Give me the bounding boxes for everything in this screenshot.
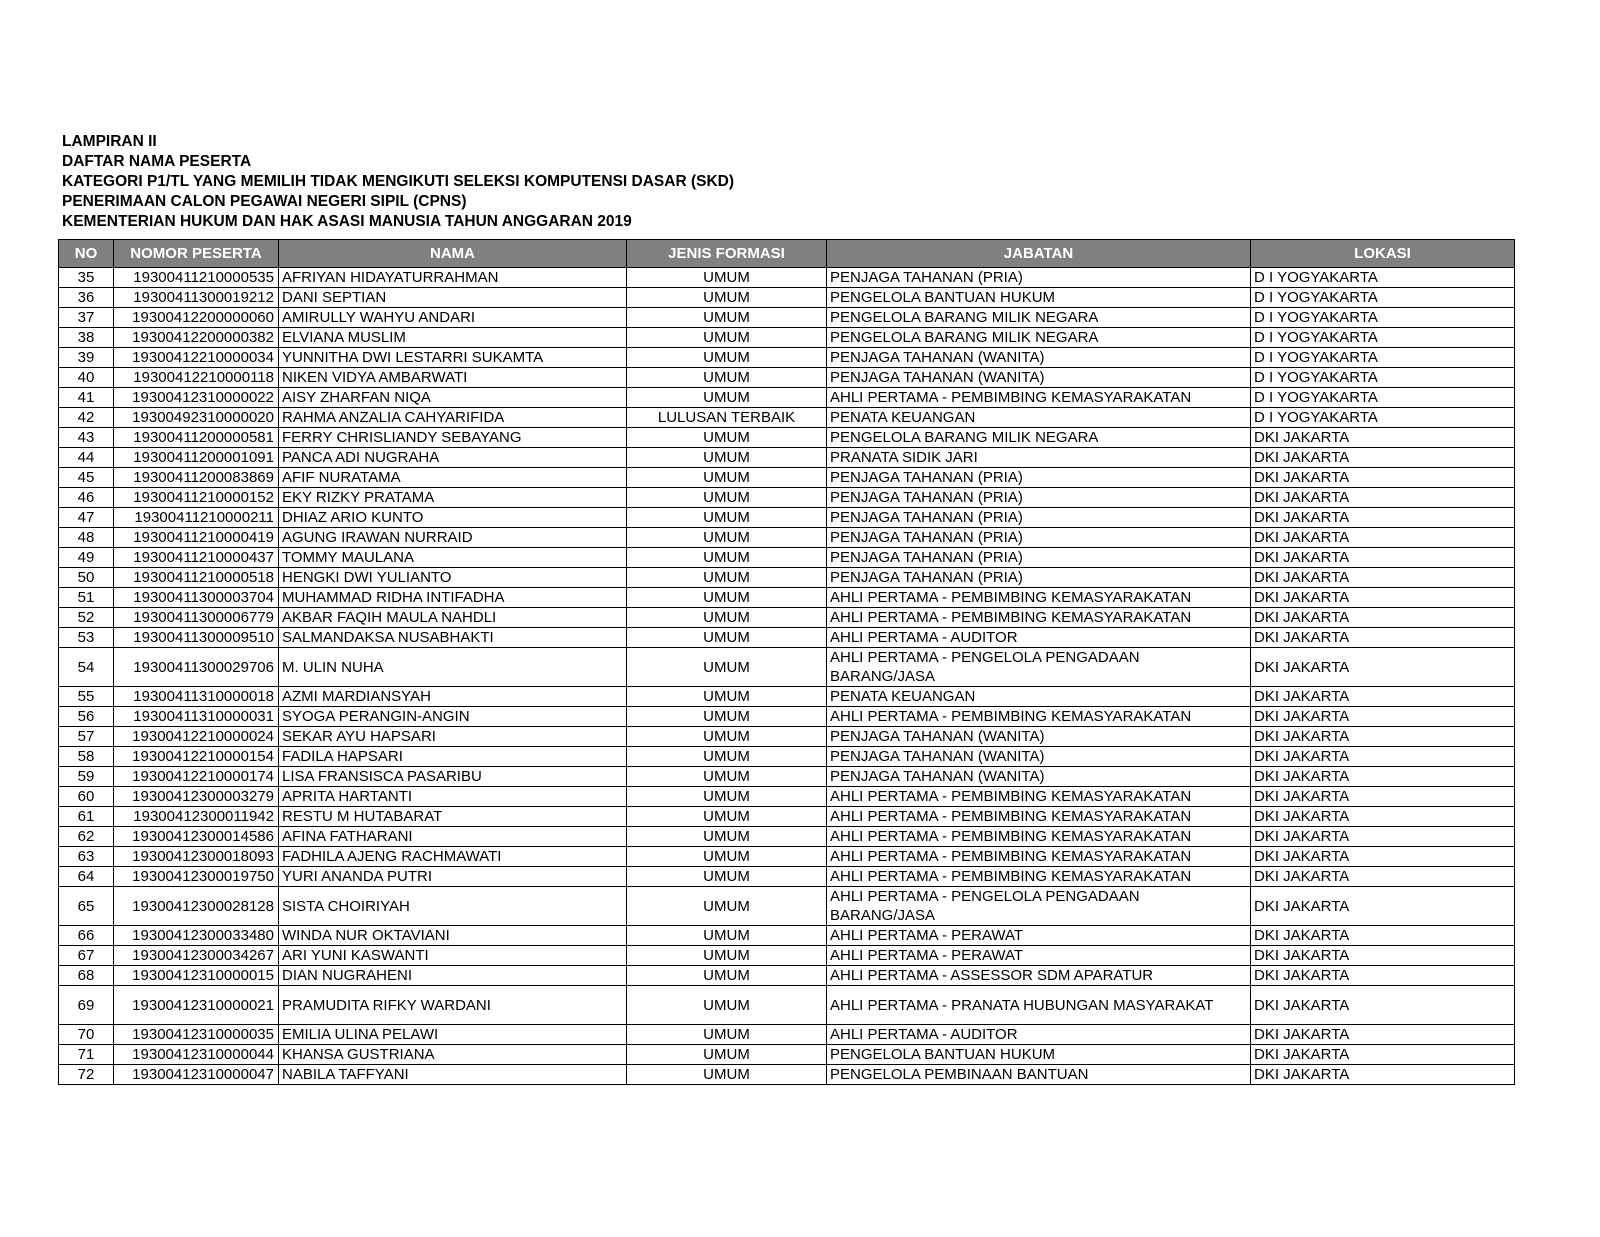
cell-nama: APRITA HARTANTI	[279, 787, 627, 807]
cell-nomor-peserta: 19300411210000211	[114, 508, 279, 528]
cell-jenis-formasi: UMUM	[627, 548, 827, 568]
cell-no: 38	[59, 328, 114, 348]
cell-nama: FADHILA AJENG RACHMAWATI	[279, 847, 627, 867]
cell-no: 40	[59, 368, 114, 388]
cell-no: 59	[59, 767, 114, 787]
cell-nomor-peserta: 19300412200000060	[114, 308, 279, 328]
cell-jabatan: PENGELOLA PEMBINAAN BANTUAN	[827, 1065, 1251, 1085]
cell-jenis-formasi: UMUM	[627, 966, 827, 986]
cell-no: 39	[59, 348, 114, 368]
cell-jabatan: PENJAGA TAHANAN (WANITA)	[827, 767, 1251, 787]
table-row	[59, 528, 1515, 548]
cell-no: 57	[59, 727, 114, 747]
cell-no: 72	[59, 1065, 114, 1085]
cell-nomor-peserta: 19300411310000018	[114, 687, 279, 707]
cell-nama: SALMANDAKSA NUSABHAKTI	[279, 628, 627, 648]
cell-no: 55	[59, 687, 114, 707]
cell-jenis-formasi: UMUM	[627, 887, 827, 926]
cell-lokasi: DKI JAKARTA	[1251, 867, 1515, 887]
table-row	[59, 986, 1515, 1025]
table-row	[59, 368, 1515, 388]
cell-jenis-formasi: UMUM	[627, 1065, 827, 1085]
cell-nomor-peserta: 19300411210000518	[114, 568, 279, 588]
cell-nama: FADILA HAPSARI	[279, 747, 627, 767]
cell-lokasi: DKI JAKARTA	[1251, 807, 1515, 827]
table-row	[59, 727, 1515, 747]
cell-nomor-peserta: 19300412310000021	[114, 986, 279, 1025]
table-row	[59, 1065, 1515, 1085]
cell-jabatan: AHLI PERTAMA - PEMBIMBING KEMASYARAKATAN	[827, 608, 1251, 628]
cell-no: 70	[59, 1025, 114, 1045]
table-row	[59, 408, 1515, 428]
table-row	[59, 608, 1515, 628]
cell-nama: EKY RIZKY PRATAMA	[279, 488, 627, 508]
cell-nomor-peserta: 19300492310000020	[114, 408, 279, 428]
table-header-row	[59, 240, 1515, 268]
cell-jenis-formasi: UMUM	[627, 687, 827, 707]
cell-jenis-formasi: UMUM	[627, 468, 827, 488]
cell-jenis-formasi: UMUM	[627, 707, 827, 727]
cell-lokasi: DKI JAKARTA	[1251, 628, 1515, 648]
cell-jabatan: PENGELOLA BARANG MILIK NEGARA	[827, 428, 1251, 448]
column-header-nama: NAMA	[279, 240, 627, 268]
cell-lokasi: D I YOGYAKARTA	[1251, 308, 1515, 328]
cell-lokasi: DKI JAKARTA	[1251, 687, 1515, 707]
heading-line-5: KEMENTERIAN HUKUM DAN HAK ASASI MANUSIA TAHUN ANGGARAN 2019	[62, 213, 632, 230]
cell-nama: YUNNITHA DWI LESTARRI SUKAMTA	[279, 348, 627, 368]
cell-jenis-formasi: UMUM	[627, 926, 827, 946]
cell-jabatan: PENGELOLA BARANG MILIK NEGARA	[827, 328, 1251, 348]
cell-jabatan: PENGELOLA BARANG MILIK NEGARA	[827, 308, 1251, 328]
cell-nama: AZMI MARDIANSYAH	[279, 687, 627, 707]
cell-nama: MUHAMMAD RIDHA INTIFADHA	[279, 588, 627, 608]
cell-no: 50	[59, 568, 114, 588]
cell-nomor-peserta: 19300411300003704	[114, 588, 279, 608]
cell-lokasi: DKI JAKARTA	[1251, 887, 1515, 926]
cell-lokasi: DKI JAKARTA	[1251, 508, 1515, 528]
cell-nama: DANI SEPTIAN	[279, 288, 627, 308]
document-heading	[62, 132, 734, 232]
table-row	[59, 488, 1515, 508]
cell-nama: LISA FRANSISCA PASARIBU	[279, 767, 627, 787]
cell-jenis-formasi: UMUM	[627, 388, 827, 408]
table-row	[59, 747, 1515, 767]
table-row	[59, 946, 1515, 966]
cell-no: 41	[59, 388, 114, 408]
table-row	[59, 827, 1515, 847]
cell-jabatan: PENJAGA TAHANAN (PRIA)	[827, 508, 1251, 528]
cell-jenis-formasi: UMUM	[627, 608, 827, 628]
cell-jenis-formasi: UMUM	[627, 847, 827, 867]
cell-nama: DHIAZ ARIO KUNTO	[279, 508, 627, 528]
table-row	[59, 648, 1515, 687]
cell-nama: ELVIANA MUSLIM	[279, 328, 627, 348]
cell-nomor-peserta: 19300411200001091	[114, 448, 279, 468]
cell-no: 56	[59, 707, 114, 727]
cell-jenis-formasi: UMUM	[627, 348, 827, 368]
cell-jabatan: PENJAGA TAHANAN (PRIA)	[827, 548, 1251, 568]
cell-jabatan: PENATA KEUANGAN	[827, 687, 1251, 707]
table-body	[59, 268, 1515, 1085]
cell-jabatan: AHLI PERTAMA - AUDITOR	[827, 628, 1251, 648]
cell-nama: KHANSA GUSTRIANA	[279, 1045, 627, 1065]
cell-jenis-formasi: UMUM	[627, 946, 827, 966]
cell-no: 68	[59, 966, 114, 986]
cell-lokasi: DKI JAKARTA	[1251, 1025, 1515, 1045]
cell-jabatan: AHLI PERTAMA - PEMBIMBING KEMASYARAKATAN	[827, 867, 1251, 887]
cell-nomor-peserta: 19300412310000047	[114, 1065, 279, 1085]
cell-lokasi: DKI JAKARTA	[1251, 588, 1515, 608]
cell-lokasi: DKI JAKARTA	[1251, 926, 1515, 946]
cell-no: 52	[59, 608, 114, 628]
cell-lokasi: DKI JAKARTA	[1251, 1065, 1515, 1085]
cell-no: 64	[59, 867, 114, 887]
cell-nomor-peserta: 19300411200000581	[114, 428, 279, 448]
cell-jabatan: PENATA KEUANGAN	[827, 408, 1251, 428]
cell-jenis-formasi: UMUM	[627, 268, 827, 288]
cell-no: 58	[59, 747, 114, 767]
cell-jenis-formasi: UMUM	[627, 827, 827, 847]
cell-no: 67	[59, 946, 114, 966]
table-row	[59, 588, 1515, 608]
table-row	[59, 687, 1515, 707]
column-header-nomor-peserta: NOMOR PESERTA	[114, 240, 279, 268]
cell-lokasi: DKI JAKARTA	[1251, 488, 1515, 508]
cell-lokasi: D I YOGYAKARTA	[1251, 348, 1515, 368]
cell-no: 37	[59, 308, 114, 328]
cell-no: 48	[59, 528, 114, 548]
cell-jabatan: PENJAGA TAHANAN (WANITA)	[827, 368, 1251, 388]
column-header-jabatan: JABATAN	[827, 240, 1251, 268]
cell-jabatan: AHLI PERTAMA - ASSESSOR SDM APARATUR	[827, 966, 1251, 986]
cell-nomor-peserta: 19300411300029706	[114, 648, 279, 687]
table-row	[59, 328, 1515, 348]
cell-jabatan: AHLI PERTAMA - PRANATA HUBUNGAN MASYARAKAT	[827, 986, 1251, 1025]
cell-jenis-formasi: UMUM	[627, 747, 827, 767]
cell-lokasi: DKI JAKARTA	[1251, 648, 1515, 687]
table-row	[59, 428, 1515, 448]
cell-nomor-peserta: 19300412310000022	[114, 388, 279, 408]
cell-nomor-peserta: 19300412300019750	[114, 867, 279, 887]
cell-nama: ARI YUNI KASWANTI	[279, 946, 627, 966]
cell-jenis-formasi: LULUSAN TERBAIK	[627, 408, 827, 428]
heading-line-2: DAFTAR NAMA PESERTA	[62, 153, 252, 170]
cell-no: 43	[59, 428, 114, 448]
cell-no: 62	[59, 827, 114, 847]
table-row	[59, 268, 1515, 288]
cell-no: 54	[59, 648, 114, 687]
cell-jabatan: AHLI PERTAMA - PEMBIMBING KEMASYARAKATAN	[827, 807, 1251, 827]
cell-no: 51	[59, 588, 114, 608]
cell-no: 63	[59, 847, 114, 867]
cell-jenis-formasi: UMUM	[627, 308, 827, 328]
cell-no: 66	[59, 926, 114, 946]
table-row	[59, 448, 1515, 468]
table-row	[59, 1045, 1515, 1065]
cell-lokasi: DKI JAKARTA	[1251, 548, 1515, 568]
cell-nama: AMIRULLY WAHYU ANDARI	[279, 308, 627, 328]
cell-jenis-formasi: UMUM	[627, 787, 827, 807]
cell-jabatan: PENJAGA TAHANAN (WANITA)	[827, 727, 1251, 747]
table-row	[59, 887, 1515, 926]
cell-nomor-peserta: 19300412300003279	[114, 787, 279, 807]
cell-jabatan: AHLI PERTAMA - PENGELOLA PENGADAAN BARANG/JASA	[827, 648, 1251, 687]
cell-no: 45	[59, 468, 114, 488]
cell-jabatan: PENJAGA TAHANAN (PRIA)	[827, 528, 1251, 548]
cell-jenis-formasi: UMUM	[627, 288, 827, 308]
cell-nama: EMILIA ULINA PELAWI	[279, 1025, 627, 1045]
cell-jabatan: PENJAGA TAHANAN (PRIA)	[827, 468, 1251, 488]
cell-jenis-formasi: UMUM	[627, 508, 827, 528]
cell-jenis-formasi: UMUM	[627, 867, 827, 887]
cell-lokasi: DKI JAKARTA	[1251, 747, 1515, 767]
cell-no: 71	[59, 1045, 114, 1065]
cell-nama: TOMMY MAULANA	[279, 548, 627, 568]
cell-nomor-peserta: 19300412210000154	[114, 747, 279, 767]
table-row	[59, 966, 1515, 986]
cell-jenis-formasi: UMUM	[627, 448, 827, 468]
cell-jenis-formasi: UMUM	[627, 488, 827, 508]
cell-jenis-formasi: UMUM	[627, 1045, 827, 1065]
cell-nama: PRAMUDITA RIFKY WARDANI	[279, 986, 627, 1025]
table-row	[59, 926, 1515, 946]
heading-line-4: PENERIMAAN CALON PEGAWAI NEGERI SIPIL (CPNS)	[62, 193, 467, 210]
cell-nomor-peserta: 19300412200000382	[114, 328, 279, 348]
cell-nama: WINDA NUR OKTAVIANI	[279, 926, 627, 946]
cell-lokasi: DKI JAKARTA	[1251, 946, 1515, 966]
table-row	[59, 548, 1515, 568]
table-row	[59, 468, 1515, 488]
cell-lokasi: DKI JAKARTA	[1251, 707, 1515, 727]
cell-jabatan: PENJAGA TAHANAN (WANITA)	[827, 747, 1251, 767]
cell-lokasi: D I YOGYAKARTA	[1251, 408, 1515, 428]
cell-jabatan: AHLI PERTAMA - PEMBIMBING KEMASYARAKATAN	[827, 388, 1251, 408]
cell-lokasi: DKI JAKARTA	[1251, 727, 1515, 747]
cell-jabatan: AHLI PERTAMA - PERAWAT	[827, 926, 1251, 946]
cell-nomor-peserta: 19300412300034267	[114, 946, 279, 966]
cell-lokasi: DKI JAKARTA	[1251, 608, 1515, 628]
cell-nomor-peserta: 19300412210000174	[114, 767, 279, 787]
cell-lokasi: DKI JAKARTA	[1251, 528, 1515, 548]
cell-nomor-peserta: 19300412310000044	[114, 1045, 279, 1065]
cell-jenis-formasi: UMUM	[627, 986, 827, 1025]
heading-line-1: LAMPIRAN II	[62, 133, 157, 150]
table-row	[59, 707, 1515, 727]
cell-no: 47	[59, 508, 114, 528]
cell-nomor-peserta: 19300411300019212	[114, 288, 279, 308]
cell-no: 53	[59, 628, 114, 648]
cell-jenis-formasi: UMUM	[627, 807, 827, 827]
cell-nama: DIAN NUGRAHENI	[279, 966, 627, 986]
cell-jabatan: AHLI PERTAMA - PEMBIMBING KEMASYARAKATAN	[827, 827, 1251, 847]
column-header-jenis-formasi: JENIS FORMASI	[627, 240, 827, 268]
cell-nama: YURI ANANDA PUTRI	[279, 867, 627, 887]
cell-lokasi: D I YOGYAKARTA	[1251, 268, 1515, 288]
cell-nama: NIKEN VIDYA AMBARWATI	[279, 368, 627, 388]
table-row	[59, 867, 1515, 887]
cell-lokasi: DKI JAKARTA	[1251, 468, 1515, 488]
cell-nama: PANCA ADI NUGRAHA	[279, 448, 627, 468]
cell-lokasi: D I YOGYAKARTA	[1251, 388, 1515, 408]
cell-jabatan: AHLI PERTAMA - PEMBIMBING KEMASYARAKATAN	[827, 707, 1251, 727]
column-header-lokasi: LOKASI	[1251, 240, 1515, 268]
cell-nomor-peserta: 19300411210000535	[114, 268, 279, 288]
cell-nama: RESTU M HUTABARAT	[279, 807, 627, 827]
column-header-no: NO	[59, 240, 114, 268]
cell-lokasi: D I YOGYAKARTA	[1251, 288, 1515, 308]
cell-jenis-formasi: UMUM	[627, 767, 827, 787]
cell-jenis-formasi: UMUM	[627, 428, 827, 448]
cell-jenis-formasi: UMUM	[627, 588, 827, 608]
table-row	[59, 348, 1515, 368]
cell-nama: AKBAR FAQIH MAULA NAHDLI	[279, 608, 627, 628]
cell-jabatan: AHLI PERTAMA - AUDITOR	[827, 1025, 1251, 1045]
cell-nomor-peserta: 19300411210000437	[114, 548, 279, 568]
cell-nama: SISTA CHOIRIYAH	[279, 887, 627, 926]
cell-lokasi: DKI JAKARTA	[1251, 966, 1515, 986]
cell-nomor-peserta: 19300412300018093	[114, 847, 279, 867]
cell-no: 35	[59, 268, 114, 288]
cell-nomor-peserta: 19300412310000015	[114, 966, 279, 986]
cell-jenis-formasi: UMUM	[627, 568, 827, 588]
cell-no: 65	[59, 887, 114, 926]
table-row	[59, 288, 1515, 308]
cell-nomor-peserta: 19300411200083869	[114, 468, 279, 488]
table-row	[59, 568, 1515, 588]
cell-jabatan: PENJAGA TAHANAN (WANITA)	[827, 348, 1251, 368]
cell-jabatan: PENGELOLA BANTUAN HUKUM	[827, 288, 1251, 308]
cell-lokasi: DKI JAKARTA	[1251, 767, 1515, 787]
cell-lokasi: DKI JAKARTA	[1251, 428, 1515, 448]
cell-jabatan: PENJAGA TAHANAN (PRIA)	[827, 488, 1251, 508]
cell-jenis-formasi: UMUM	[627, 648, 827, 687]
table-row	[59, 388, 1515, 408]
heading-line-3: KATEGORI P1/TL YANG MEMILIH TIDAK MENGIKUTI SELEKSI KOMPUTENSI DASAR (SKD)	[62, 173, 734, 190]
table-row	[59, 767, 1515, 787]
cell-jenis-formasi: UMUM	[627, 628, 827, 648]
cell-nama: SYOGA PERANGIN-ANGIN	[279, 707, 627, 727]
cell-no: 60	[59, 787, 114, 807]
cell-jabatan: AHLI PERTAMA - PEMBIMBING KEMASYARAKATAN	[827, 588, 1251, 608]
cell-lokasi: DKI JAKARTA	[1251, 986, 1515, 1025]
cell-nomor-peserta: 19300412300033480	[114, 926, 279, 946]
cell-jabatan: AHLI PERTAMA - PEMBIMBING KEMASYARAKATAN	[827, 787, 1251, 807]
cell-nama: RAHMA ANZALIA CAHYARIFIDA	[279, 408, 627, 428]
participant-table	[58, 239, 1515, 1085]
table-row	[59, 628, 1515, 648]
cell-lokasi: DKI JAKARTA	[1251, 448, 1515, 468]
cell-nomor-peserta: 19300411300006779	[114, 608, 279, 628]
cell-nama: AISY ZHARFAN NIQA	[279, 388, 627, 408]
cell-jabatan: PENJAGA TAHANAN (PRIA)	[827, 568, 1251, 588]
cell-nomor-peserta: 19300411310000031	[114, 707, 279, 727]
cell-nama: AGUNG IRAWAN NURRAID	[279, 528, 627, 548]
cell-nama: AFINA FATHARANI	[279, 827, 627, 847]
cell-no: 69	[59, 986, 114, 1025]
cell-nomor-peserta: 19300412310000035	[114, 1025, 279, 1045]
cell-lokasi: DKI JAKARTA	[1251, 847, 1515, 867]
cell-nomor-peserta: 19300412210000024	[114, 727, 279, 747]
cell-jenis-formasi: UMUM	[627, 1025, 827, 1045]
cell-lokasi: DKI JAKARTA	[1251, 1045, 1515, 1065]
cell-jabatan: AHLI PERTAMA - PENGELOLA PENGADAAN BARANG/JASA	[827, 887, 1251, 926]
cell-nama: NABILA TAFFYANI	[279, 1065, 627, 1085]
cell-jenis-formasi: UMUM	[627, 727, 827, 747]
table-row	[59, 508, 1515, 528]
cell-lokasi: DKI JAKARTA	[1251, 568, 1515, 588]
cell-lokasi: DKI JAKARTA	[1251, 787, 1515, 807]
table-row	[59, 787, 1515, 807]
table-row	[59, 847, 1515, 867]
cell-jabatan: PENJAGA TAHANAN (PRIA)	[827, 268, 1251, 288]
cell-nomor-peserta: 19300412300028128	[114, 887, 279, 926]
cell-jabatan: AHLI PERTAMA - PERAWAT	[827, 946, 1251, 966]
cell-nomor-peserta: 19300411210000152	[114, 488, 279, 508]
cell-no: 46	[59, 488, 114, 508]
cell-jenis-formasi: UMUM	[627, 368, 827, 388]
cell-nomor-peserta: 19300411210000419	[114, 528, 279, 548]
cell-jabatan: AHLI PERTAMA - PEMBIMBING KEMASYARAKATAN	[827, 847, 1251, 867]
cell-lokasi: D I YOGYAKARTA	[1251, 328, 1515, 348]
cell-no: 42	[59, 408, 114, 428]
cell-nama: SEKAR AYU HAPSARI	[279, 727, 627, 747]
cell-nama: FERRY CHRISLIANDY SEBAYANG	[279, 428, 627, 448]
table-row	[59, 308, 1515, 328]
cell-jenis-formasi: UMUM	[627, 528, 827, 548]
cell-jabatan: PENGELOLA BANTUAN HUKUM	[827, 1045, 1251, 1065]
cell-jenis-formasi: UMUM	[627, 328, 827, 348]
cell-no: 44	[59, 448, 114, 468]
cell-lokasi: DKI JAKARTA	[1251, 827, 1515, 847]
cell-nomor-peserta: 19300412300014586	[114, 827, 279, 847]
cell-nomor-peserta: 19300411300009510	[114, 628, 279, 648]
cell-nama: AFRIYAN HIDAYATURRAHMAN	[279, 268, 627, 288]
cell-nomor-peserta: 19300412300011942	[114, 807, 279, 827]
cell-jabatan: PRANATA SIDIK JARI	[827, 448, 1251, 468]
table-row	[59, 807, 1515, 827]
cell-no: 49	[59, 548, 114, 568]
cell-no: 36	[59, 288, 114, 308]
cell-no: 61	[59, 807, 114, 827]
table-row	[59, 1025, 1515, 1045]
cell-lokasi: D I YOGYAKARTA	[1251, 368, 1515, 388]
cell-nama: AFIF NURATAMA	[279, 468, 627, 488]
cell-nama: M. ULIN NUHA	[279, 648, 627, 687]
cell-nomor-peserta: 19300412210000034	[114, 348, 279, 368]
cell-nama: HENGKI DWI YULIANTO	[279, 568, 627, 588]
cell-nomor-peserta: 19300412210000118	[114, 368, 279, 388]
